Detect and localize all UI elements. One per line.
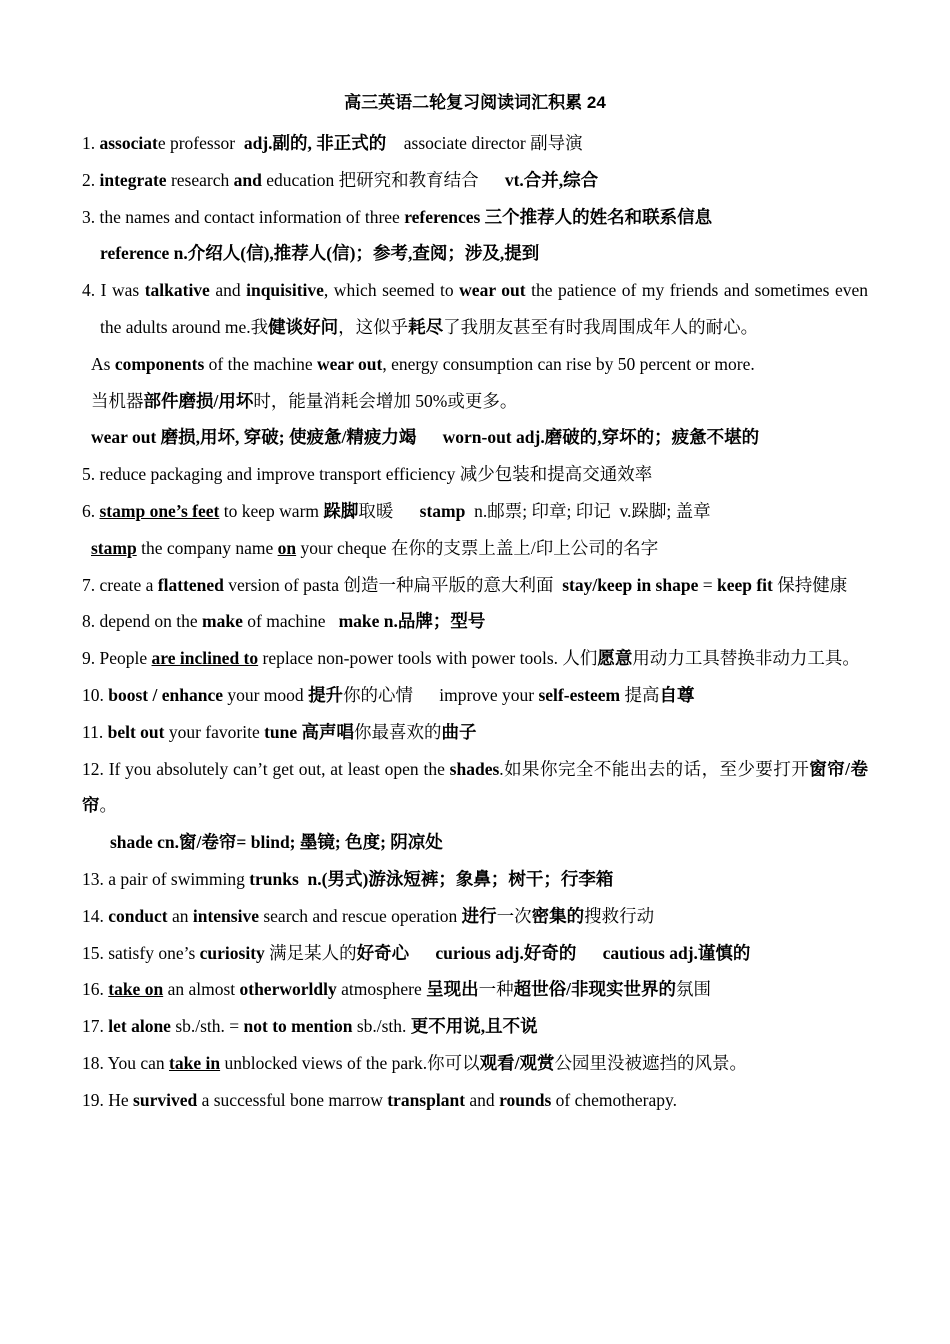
text-run: the company name — [136, 537, 278, 558]
text-run: 10. — [82, 684, 109, 705]
text-run: = — [698, 574, 717, 595]
bold-term: curious adj.好奇的 cautious adj.谨慎的 — [435, 942, 751, 963]
vocab-line — [82, 346, 868, 383]
vocab-line — [82, 530, 868, 567]
bold-term: adj.副的, 非正式的 — [243, 133, 387, 153]
bold-term: belt out — [107, 721, 165, 742]
bold-term: boost / enhance — [108, 684, 223, 705]
bold-term: 曲子 — [441, 721, 477, 742]
text-run: 16. — [82, 979, 109, 1000]
bold-term: 超世俗/非现实世界的 — [513, 979, 677, 1000]
vocab-line — [82, 971, 868, 1008]
text-run: of chemotherapy. — [551, 1089, 677, 1110]
text-run: , which seemed to — [323, 280, 460, 301]
text-run — [409, 943, 435, 963]
vocab-line — [82, 603, 868, 640]
key-phrase — [91, 538, 137, 558]
bold-term: conduct — [108, 905, 168, 926]
bold-term: wear out — [317, 353, 383, 374]
text-run: As — [91, 353, 115, 374]
vocab-line — [82, 125, 868, 162]
bold-term: reference n.介绍人(信),推荐人(信)；参考,查阅；涉及,提到 — [100, 243, 540, 264]
text-run: to keep warm — [219, 500, 324, 521]
text-run: 公园里没被遮挡的风景。 — [554, 1052, 747, 1073]
text-run: 7. create a — [82, 574, 158, 595]
text-run: research — [166, 169, 234, 190]
text-run: 搜救行动 — [584, 905, 655, 926]
vocab-line — [82, 824, 868, 861]
bold-term: let alone — [108, 1016, 171, 1037]
bold-term: transplant — [387, 1089, 466, 1110]
text-run: your cheque 在你的支票上盖上/印上公司的名字 — [296, 537, 659, 558]
bold-term: make n.品牌；型号 — [338, 611, 486, 632]
text-run: 17. — [82, 1016, 109, 1037]
key-phrase — [169, 1053, 220, 1073]
bold-term: flattened — [157, 574, 224, 595]
vocab-line — [82, 640, 868, 677]
bold-term: components — [114, 353, 205, 374]
text-run: 你最喜欢的 — [354, 721, 442, 742]
text-run: 4. I was — [82, 280, 145, 301]
vocab-line — [82, 419, 868, 456]
underlined-term: stamp — [91, 537, 137, 558]
text-run: 一次 — [496, 905, 532, 926]
bold-term: stay/keep in shape — [562, 574, 699, 595]
text-run: search and rescue operation — [258, 905, 462, 926]
bold-term: 健谈好问 — [268, 316, 339, 337]
bold-term: 耗尽 — [408, 316, 444, 337]
bold-term: tune — [264, 721, 298, 742]
text-run: associate director 副导演 — [386, 133, 583, 153]
text-run: 时，能量消耗会增加 50%或更多。 — [253, 390, 518, 411]
bold-term: 高声唱 — [301, 721, 355, 742]
text-run: 保持健康 — [772, 574, 848, 595]
text-run: 8. depend on the — [82, 611, 203, 632]
bold-term: 窗 — [179, 832, 197, 853]
vocab-line — [82, 677, 868, 714]
text-run: sb./sth. — [352, 1016, 411, 1037]
vocab-line — [82, 751, 868, 825]
text-run: your mood — [222, 684, 309, 705]
text-run: 6. — [82, 500, 100, 521]
bold-term: 呈现出 — [426, 979, 479, 1000]
text-run: 2. — [82, 169, 100, 190]
text-run: 5. reduce packaging and improve transport efficiency 减少包装和提高交通效率 — [82, 464, 653, 485]
bold-term: associat — [99, 133, 158, 153]
vocabulary-list — [82, 125, 873, 1119]
bold-term: talkative — [144, 280, 210, 301]
text-run: 你的心情 improve your — [343, 684, 539, 705]
text-run: 了我朋友甚至有时我周围成年人的耐心。 — [443, 316, 759, 337]
vocab-line — [82, 199, 868, 236]
bold-term: shade cn. — [110, 832, 180, 853]
text-run: 15. satisfy one’s — [82, 942, 200, 963]
text-run: .如果你完全不能出去的话，至少要打开 — [499, 758, 810, 779]
text-run: 提高 — [620, 684, 660, 705]
bold-term: references 三个推荐人的姓名和联系信息 — [404, 206, 713, 227]
bold-term: self-esteem — [538, 684, 621, 705]
vocab-line — [82, 383, 868, 420]
text-run: 14. — [82, 905, 109, 926]
underlined-term: stamp one’s feet — [99, 500, 220, 521]
bold-term: /卷帘= blind; 墨镜; 色度; 阴凉处 — [196, 832, 443, 853]
document-page — [82, 88, 873, 1119]
document-title: 高三英语二轮复习阅读词汇积累 24 — [344, 93, 606, 112]
bold-term: wear out — [459, 280, 526, 301]
bold-term: 好奇心 — [356, 942, 410, 963]
bold-term: 观看/观赏 — [479, 1052, 555, 1073]
vocab-line — [82, 1008, 868, 1045]
text-run: 11. — [82, 721, 108, 742]
text-run: your favorite — [164, 721, 265, 742]
text-run: and — [209, 280, 247, 301]
bold-term: 进行 — [461, 905, 497, 926]
key-phrase — [108, 979, 163, 999]
bold-term: intensive — [192, 905, 259, 926]
vocab-line — [82, 567, 868, 604]
bold-term: 跺脚 — [323, 500, 359, 521]
bold-term: 密集的 — [531, 905, 585, 926]
key-phrase — [100, 501, 220, 521]
text-run: 1. — [82, 133, 100, 153]
text-run: an — [167, 905, 193, 926]
text-run: 9. People — [82, 648, 152, 669]
key-phrase — [278, 538, 296, 558]
text-run: 当机器 — [91, 390, 144, 411]
vocab-line — [82, 493, 868, 530]
bold-term: not to mention — [243, 1016, 353, 1037]
text-run: of the machine — [204, 353, 318, 374]
text-run: n.邮票; 印章; 印记 v.跺脚; 盖章 — [465, 500, 711, 521]
text-run: and — [465, 1089, 500, 1110]
text-run: sb./sth. = — [170, 1016, 244, 1037]
bold-term: wear out 磨损,用坏, 穿破; 使疲惫/精疲力竭 worn-out adj.磨破的,穿坏的；疲惫不堪的 — [91, 427, 760, 448]
bold-term: survived — [133, 1089, 198, 1110]
bold-term: 愿意 — [597, 648, 633, 669]
text-run: 3. the names and contact information of three — [82, 206, 405, 227]
bold-term: rounds — [499, 1089, 552, 1110]
bold-term: keep fit — [716, 574, 773, 595]
bold-term: 窗帘/卷帘 — [82, 758, 868, 816]
text-run: 用动力工具替换非动力工具。 — [632, 648, 860, 669]
text-run: , energy consumption can rise by 50 percent or more. — [382, 353, 755, 374]
text-run: 氛围 — [676, 979, 712, 1000]
key-phrase — [152, 648, 259, 668]
text-run: education 把研究和教育结合 — [261, 169, 505, 190]
text-run: atmosphere — [336, 979, 427, 1000]
vocab-line — [82, 162, 868, 199]
text-run: a successful bone marrow — [197, 1089, 388, 1110]
bold-term: curiosity — [199, 942, 265, 963]
bold-term: stamp — [419, 500, 466, 521]
bold-term: and — [233, 169, 262, 190]
text-run: replace non-power tools with power tools. 人们 — [258, 648, 598, 669]
vocab-line — [82, 714, 868, 751]
text-run: 19. He — [82, 1089, 134, 1110]
text-run: version of pasta 创造一种扁平版的意大利面 — [223, 574, 563, 595]
bold-term: inquisitive — [246, 280, 324, 301]
text-run: unblocked views of the park.你可以 — [220, 1052, 480, 1073]
text-run: ，这似乎 — [338, 316, 409, 337]
vocab-line — [82, 1082, 868, 1119]
bold-term: otherworldly — [239, 979, 337, 1000]
text-run: 13. a pair of swimming — [82, 868, 250, 889]
vocab-line — [82, 235, 868, 272]
bold-term: 部件磨损/用坏 — [143, 390, 254, 411]
underlined-term: on — [277, 537, 297, 558]
underlined-term: take in — [169, 1052, 221, 1073]
text-run: 12. If you absolutely can’t get out, at least open the — [82, 758, 450, 779]
bold-term: shades — [449, 758, 500, 779]
vocab-line — [82, 272, 873, 346]
text-run: 18. You can — [82, 1052, 170, 1073]
bold-term: 自尊 — [659, 684, 695, 705]
bold-term: integrate — [99, 169, 167, 190]
text-run: an almost — [163, 979, 240, 1000]
text-run: of machine — [242, 611, 339, 632]
underlined-term: are inclined to — [151, 648, 259, 669]
vocab-line — [82, 935, 868, 972]
text-run: the patience of my friends and sometimes even the adults around me.我 — [100, 280, 873, 337]
bold-term: trunks n.(男式)游泳短裤；象鼻；树干；行李箱 — [249, 868, 614, 889]
text-run: e professor — [157, 133, 244, 153]
vocab-line — [82, 861, 868, 898]
text-run: 取暖 — [358, 500, 420, 521]
bold-term: make — [202, 611, 243, 632]
text-run: 满足某人的 — [264, 942, 357, 963]
vocab-line — [82, 898, 868, 935]
bold-term: 提升 — [308, 684, 344, 705]
text-run: 一种 — [478, 979, 514, 1000]
vocab-line — [82, 1045, 868, 1082]
bold-term: 更不用说,且不说 — [410, 1016, 538, 1037]
text-run: 。 — [99, 795, 117, 816]
underlined-term: take on — [108, 979, 164, 1000]
bold-term: vt.合并,综合 — [504, 169, 599, 190]
vocab-line — [82, 456, 868, 493]
